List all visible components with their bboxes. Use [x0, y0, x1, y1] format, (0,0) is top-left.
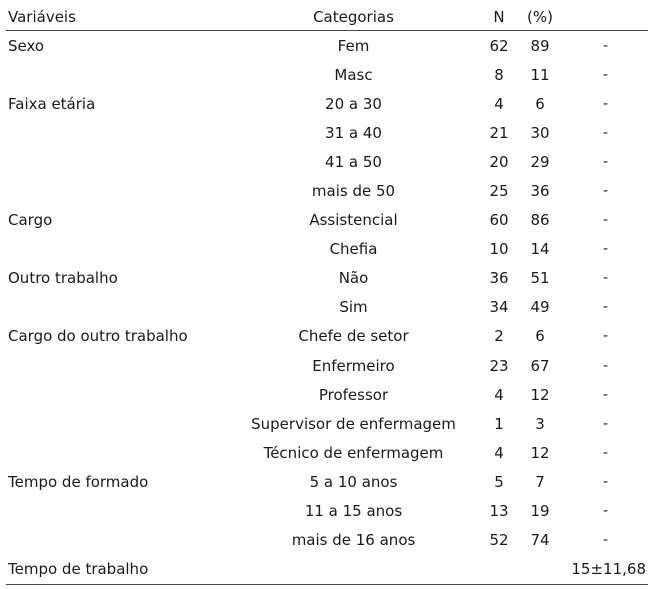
cell-n: 4: [494, 443, 504, 462]
cell-n: 60: [489, 211, 509, 230]
cell-percent: 51: [530, 269, 550, 288]
header-percent: (%): [517, 4, 563, 31]
cell-category: [226, 555, 481, 585]
cell-extra: -: [602, 95, 609, 112]
cell-n: 34: [489, 298, 509, 317]
table-row: [6, 235, 648, 264]
cell-variable: [6, 176, 226, 205]
cell-variable: [6, 438, 226, 467]
cell-n: 25: [489, 182, 509, 201]
table-row: [6, 438, 648, 467]
table-body: [6, 31, 648, 585]
header-n: N: [481, 4, 517, 31]
cell-category: Assistencial: [309, 211, 398, 230]
cell-extra: -: [602, 66, 609, 83]
cell-category: Chefia: [329, 240, 378, 259]
cell-extra: -: [602, 444, 609, 461]
cell-variable: Cargo do outro trabalho: [8, 327, 188, 346]
cell-percent: 89: [530, 36, 550, 55]
cell-percent: 6: [535, 327, 545, 346]
cell-variable: [6, 409, 226, 438]
cell-n: 21: [489, 123, 509, 142]
cell-extra: -: [602, 473, 609, 490]
cell-n: 1: [494, 414, 504, 433]
cell-n: 23: [489, 356, 509, 375]
cell-category: Não: [338, 269, 369, 288]
cell-percent: 30: [530, 123, 550, 142]
cell-variable: [6, 497, 226, 526]
cell-variable: Tempo de trabalho: [6, 555, 226, 585]
cell-n: 52: [489, 531, 509, 550]
cell-percent: 14: [530, 240, 550, 259]
cell-n: 62: [489, 36, 509, 55]
cell-extra: -: [602, 153, 609, 170]
cell-extra: -: [602, 241, 609, 258]
cell-extra: -: [602, 212, 609, 229]
cell-extra: -: [602, 183, 609, 200]
cell-n: 4: [494, 385, 504, 404]
cell-n: 2: [494, 327, 504, 346]
cell-extra: -: [602, 37, 609, 54]
cell-variable: [6, 118, 226, 147]
table-row: [6, 322, 648, 351]
cell-n: 10: [489, 240, 509, 259]
cell-n: [481, 555, 517, 585]
table-row: [6, 89, 648, 118]
cell-extra: -: [602, 386, 609, 403]
cell-variable: [6, 147, 226, 176]
cell-extra: -: [602, 270, 609, 287]
cell-variable: [6, 293, 226, 322]
table-row: [6, 526, 648, 555]
cell-percent: 36: [530, 182, 550, 201]
table-row: [6, 264, 648, 293]
cell-n: 13: [489, 502, 509, 521]
cell-percent: [517, 555, 563, 585]
cell-category: Chefe de setor: [298, 327, 409, 346]
cell-extra: -: [602, 415, 609, 432]
cell-n: 20: [489, 152, 509, 171]
header-extra: [563, 4, 648, 31]
cell-category: 31 a 40: [325, 123, 382, 142]
table-row: [6, 380, 648, 409]
table-row: [6, 206, 648, 235]
cell-category: mais de 16 anos: [291, 531, 416, 550]
cell-category: mais de 50: [311, 182, 396, 201]
cell-category: Supervisor de enfermagem: [251, 414, 456, 433]
cell-percent: 86: [530, 211, 550, 230]
cell-percent: 49: [530, 298, 550, 317]
table-row: [6, 147, 648, 176]
cell-percent: 29: [530, 152, 550, 171]
cell-n: 5: [494, 472, 504, 491]
cell-percent: 3: [535, 414, 545, 433]
table-header: [6, 4, 648, 31]
cell-category: 11 a 15 anos: [304, 502, 403, 521]
cell-variable: [6, 60, 226, 89]
cell-category: 20 a 30: [325, 94, 382, 113]
cell-extra: -: [602, 532, 609, 549]
cell-percent: 6: [535, 94, 545, 113]
cell-percent: 12: [530, 385, 550, 404]
table-row: [6, 497, 648, 526]
cell-category: Técnico de enfermagem: [263, 443, 444, 462]
cell-variable: [6, 526, 226, 555]
cell-category: Enfermeiro: [312, 356, 395, 375]
cell-n: 8: [494, 65, 504, 84]
table-row: [6, 351, 648, 380]
table-row: [6, 293, 648, 322]
cell-extra: -: [602, 357, 609, 374]
cell-category: 41 a 50: [325, 152, 382, 171]
cell-category: Professor: [318, 385, 389, 404]
table-row: [6, 409, 648, 438]
cell-extra: -: [602, 124, 609, 141]
cell-percent: 74: [530, 531, 550, 550]
cell-category: 5 a 10 anos: [309, 472, 398, 491]
table-row: [6, 118, 648, 147]
header-row: [6, 4, 648, 31]
table-row: [6, 467, 648, 496]
cell-variable: Faixa etária: [8, 94, 96, 113]
cell-percent: 7: [535, 472, 545, 491]
cell-category: Sim: [339, 298, 368, 317]
data-table: [6, 4, 648, 585]
cell-n: 36: [489, 269, 509, 288]
cell-category: Masc: [334, 65, 373, 84]
table-row: [6, 176, 648, 205]
cell-percent: 12: [530, 443, 550, 462]
cell-extra: -: [602, 328, 609, 345]
cell-category: Fem: [337, 36, 370, 55]
cell-variable: Sexo: [8, 36, 45, 55]
table-row: [6, 555, 648, 585]
table-row: [6, 31, 648, 61]
cell-extra: -: [602, 503, 609, 520]
cell-n: 4: [494, 94, 504, 113]
header-category: Categorias: [226, 4, 481, 31]
cell-variable: [6, 351, 226, 380]
cell-variable: [6, 235, 226, 264]
cell-percent: 67: [530, 356, 550, 375]
cell-percent: 19: [530, 502, 550, 521]
cell-extra: 15±11,68: [563, 555, 648, 585]
cell-variable: Outro trabalho: [8, 269, 118, 288]
table-row: [6, 60, 648, 89]
header-variable: Variáveis: [6, 4, 226, 31]
cell-variable: Cargo: [8, 211, 53, 230]
cell-percent: 11: [530, 65, 550, 84]
cell-variable: Tempo de formado: [8, 472, 149, 491]
cell-extra: -: [602, 299, 609, 316]
cell-variable: [6, 380, 226, 409]
